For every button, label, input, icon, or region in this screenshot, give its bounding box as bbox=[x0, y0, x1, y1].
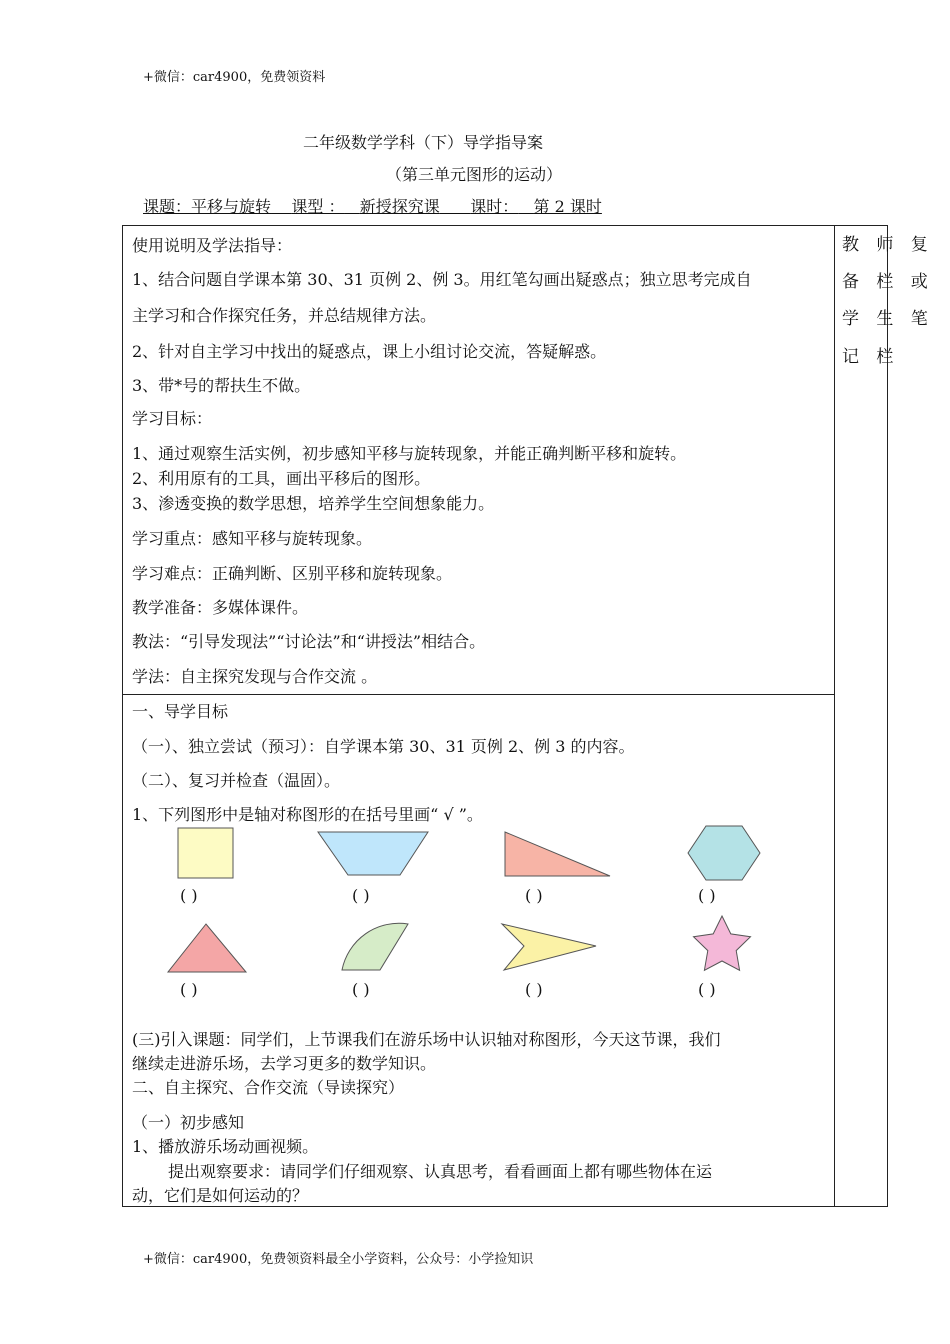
header-note: +微信：car4900，免费领资料 bbox=[143, 70, 326, 85]
trapezoid-shape bbox=[318, 832, 428, 875]
instruction-item-1a: 1、结合问题自学课本第 30、31 页例 2、例 3。用红笔勾画出疑惑点；独立思考完成自 bbox=[132, 270, 752, 289]
goal-3: 3、渗透变换的数学思想，培养学生空间想象能力。 bbox=[132, 494, 495, 513]
side-note-line-3: 学 生 笔 bbox=[842, 309, 934, 329]
teaching-method: 教法：“引导发现法”“讨论法”和“讲授法”相结合。 bbox=[132, 632, 486, 651]
table-column-divider bbox=[834, 225, 835, 1207]
answer-bracket-hexagon[interactable]: ( ) bbox=[698, 886, 716, 905]
star-shape bbox=[694, 916, 751, 970]
side-note-line-2: 备 栏 或 bbox=[842, 272, 934, 292]
answer-bracket-trapezoid[interactable]: ( ) bbox=[352, 886, 370, 905]
intro-line-1: (三)引入课题：同学们，上节课我们在游乐场中认识轴对称图形，今天这节课，我们 bbox=[132, 1030, 721, 1049]
page-subtitle: （第三单元图形的运动） bbox=[386, 165, 563, 184]
footer-note: +微信：car4900，免费领资料最全小学资料，公众号：小学捡知识 bbox=[143, 1252, 534, 1267]
preparation: 教学准备：多媒体课件。 bbox=[132, 598, 309, 617]
page-title: 二年级数学学科（下）导学指导案 bbox=[303, 133, 544, 152]
side-note-line-4: 记 栏 bbox=[842, 347, 900, 367]
instruction-item-2: 2、针对自主学习中找出的疑惑点，课上小组讨论交流，答疑解惑。 bbox=[132, 342, 607, 361]
side-note-line-1: 教 师 复 bbox=[842, 235, 934, 255]
answer-bracket-star[interactable]: ( ) bbox=[698, 980, 716, 999]
answer-bracket-sector[interactable]: ( ) bbox=[352, 980, 370, 999]
instruction-item-3: 3、带*号的帮扶生不做。 bbox=[132, 376, 311, 395]
difficulty: 学习难点：正确判断、区别平移和旋转现象。 bbox=[132, 564, 453, 583]
type-label: 课型 ： bbox=[291, 197, 345, 216]
learning-method: 学法：自主探究发现与合作交流 。 bbox=[132, 667, 378, 686]
observation-req-line-1: 提出观察要求：请同学们仔细观察、认真思考，看看画面上都有哪些物体在运 bbox=[168, 1162, 713, 1181]
type-value: 新授探究课 bbox=[359, 197, 440, 216]
key-point: 学习重点：感知平移与旋转现象。 bbox=[132, 529, 373, 548]
section1-preview: （一）、独立尝试（预习）：自学课本第 30、31 页例 2、例 3 的内容。 bbox=[132, 737, 635, 756]
instructions-heading: 使用说明及学法指导： bbox=[132, 236, 293, 255]
arrow-shape bbox=[502, 924, 596, 970]
goal-2: 2、利用原有的工具，画出平移后的图形。 bbox=[132, 469, 431, 488]
section2-item1: 1、播放游乐场动画视频。 bbox=[132, 1137, 319, 1156]
square-shape bbox=[178, 828, 233, 878]
observation-req-line-2: 动，它们是如何运动的？ bbox=[132, 1186, 309, 1205]
section2-heading: 二、自主探究、合作交流（导读探究） bbox=[132, 1078, 405, 1097]
section1-review: （二）、复习并检查（温固）。 bbox=[132, 771, 341, 790]
shapes-figure bbox=[122, 820, 834, 1010]
table-row-divider bbox=[122, 694, 834, 695]
goal-1: 1、通过观察生活实例，初步感知平移与旋转现象，并能正确判断平移和旋转。 bbox=[132, 444, 687, 463]
goals-heading: 学习目标： bbox=[132, 409, 213, 428]
topic-label: 课题：平移与旋转 bbox=[143, 197, 272, 216]
lesson-meta bbox=[143, 194, 602, 217]
period-value: 第 2 课时 bbox=[533, 197, 602, 216]
sector-shape bbox=[342, 923, 408, 970]
answer-bracket-right-triangle[interactable]: ( ) bbox=[525, 886, 543, 905]
symmetry-question: 1、下列图形中是轴对称图形的在括号里画“ √ ”。 bbox=[132, 805, 483, 824]
intro-line-2: 继续走进游乐场，去学习更多的数学知识。 bbox=[132, 1054, 437, 1073]
section2-sub1: （一）初步感知 bbox=[132, 1113, 245, 1132]
period-label: 课时： bbox=[470, 197, 519, 216]
right-triangle-shape bbox=[505, 832, 610, 876]
hexagon-shape bbox=[688, 826, 760, 880]
triangle-shape bbox=[168, 924, 246, 972]
answer-bracket-arrow[interactable]: ( ) bbox=[525, 980, 543, 999]
answer-bracket-square[interactable]: ( ) bbox=[180, 886, 198, 905]
instruction-item-1b: 主学习和合作探究任务，并总结规律方法。 bbox=[132, 306, 437, 325]
answer-bracket-triangle[interactable]: ( ) bbox=[180, 980, 198, 999]
section1-heading: 一、导学目标 bbox=[132, 702, 229, 721]
